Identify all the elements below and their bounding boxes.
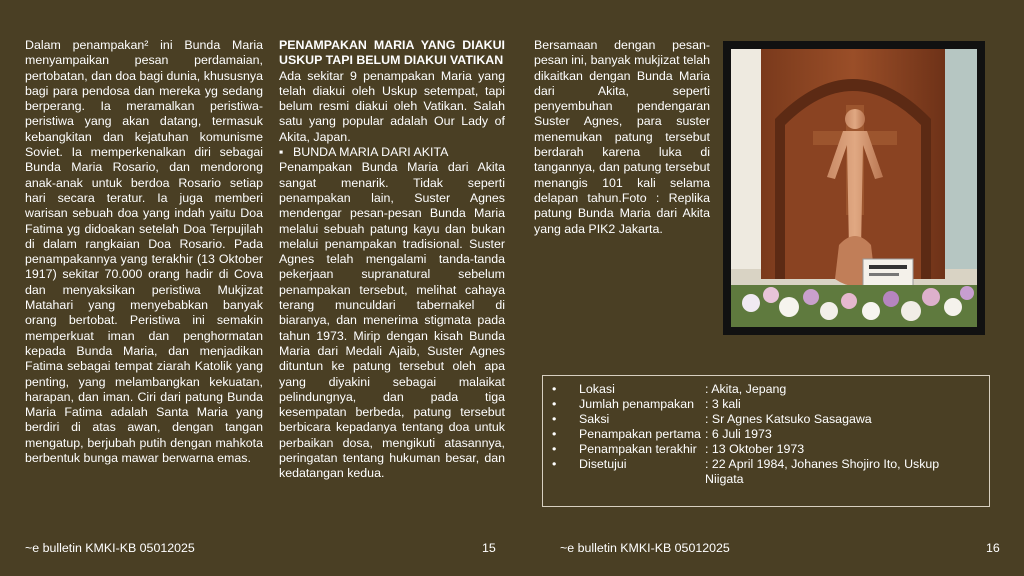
subheading-text: BUNDA MARIA DARI AKITA xyxy=(293,145,449,160)
info-value: : 3 kali xyxy=(705,397,741,411)
bullet-icon: • xyxy=(552,412,557,426)
info-key: Penampakan terakhir xyxy=(579,442,697,456)
section-heading: PENAMPAKAN MARIA YANG DIAKUI USKUP TAPI BELUM DIAKUI VATIKAN xyxy=(279,38,505,68)
column-2 xyxy=(279,38,505,482)
subheading xyxy=(279,145,505,160)
info-value: : Akita, Jepang xyxy=(705,382,787,396)
info-key: Jumlah penampakan xyxy=(579,397,695,411)
bullet-icon: • xyxy=(552,382,557,396)
column-3 xyxy=(534,38,710,237)
miracles-paragraph: Bersamaan dengan pesan-pesan ini, banyak mukjizat telah dikaitkan dengan Bunda Maria dari Akita, seperti penyembuhan pendengaran Suster Agnes, para suster menemukan patung tersebut berdarah karena luka di tangannya, dan patung tersebut menangis 101 kali selama delapan tahun.Foto : Replika patung Bunda Maria dari Akita yang ada PIK2 Jakarta. xyxy=(534,38,710,236)
statue-photo xyxy=(723,41,985,335)
bullet-icon: • xyxy=(552,457,557,471)
column-1 xyxy=(25,38,263,466)
footer-left-page-15: ~e bulletin KMKI-KB 05012025 xyxy=(25,541,195,555)
square-bullet-icon: ▪ xyxy=(279,145,284,160)
akita-paragraph: Penampakan Bunda Maria dari Akita sangat menarik. Tidak seperti penampakan lain, Suster Agnes mendengar pesan-pesan Bunda Maria melalui sebuah patung kayu dan bukan melalui penampakan tradisional. Suster Agnes telah mengalami tanda-tanda pekerjaan supranatural sebelum penampakan tersebut, melihat cahaya terang munculdari tabernakel di biaranya, dan menerima stigmata pada tahun 1973. Mirip dengan kisah Bunda Maria dari Medali Ajaib, Suster Agnes dituntun ke patung tersebut oleh apa yang diyakini sebagai malaikat pelindungnya, dan pada tiga kesempatan berbeda, patung tersebut berbicara kepadanya tentang doa untuk perbaikan dosa, mengikuti atasannya, peringatan tentang hukuman besar, dan kedatangan kedua. xyxy=(279,160,505,481)
footer-left-page-16: ~e bulletin KMKI-KB 05012025 xyxy=(560,541,730,555)
info-value: : 13 Oktober 1973 xyxy=(705,442,805,456)
info-key: Penampakan pertama xyxy=(579,427,701,441)
bullet-icon: • xyxy=(552,442,557,456)
info-value: : 6 Juli 1973 xyxy=(705,427,772,441)
info-key: Lokasi xyxy=(579,382,615,396)
intro-paragraph: Ada sekitar 9 penampakan Maria yang telah diakui oleh Uskup setempat, tapi belum resmi diakui oleh Vatikan. Salah satu yang popular adalah Our Lady of Akita, Japan. xyxy=(279,68,505,144)
info-key: Saksi xyxy=(579,412,610,426)
info-key: Disetujui xyxy=(579,457,627,471)
page-number-15: 15 xyxy=(482,541,496,555)
bullet-icon: • xyxy=(552,427,557,441)
page-number-16: 16 xyxy=(986,541,1000,555)
fatima-paragraph: Dalam penampakan² ini Bunda Maria menyampaikan pesan perdamaian, pertobatan, dan doa bagi dunia, khususnya bagi para pendosa dan mereka yg sedang berperang. Ia meramalkan peristiwa-peristiwa yang akan datang, termasuk kebangkitan dan kejatuhan komunisme Soviet. Ia memperkenalkan diri sebagai Bunda Maria Rosario, dan mendorong anak-anak untuk berdoa Rosario setiap hari secara teratur. Ia juga memberi warisan sebuah doa yang indah yaitu Doa Fatima yg didoakan setelah Doa Terpujilah di dalam rangkaian Doa Rosario. Pada penampakannya yang terakhir (13 Oktober 1917) sekitar 70.000 orang hadir di Cova dan menyaksikan peristiwa Mukjizat Matahari yang menyebabkan banyak orang bertobat. Peristiwa ini semakin memperkuat iman dan penghormatan kepada Bunda Maria, dan menjadikan Fatima sebagai tempat ziarah Katolik yang penting, yang melambangkan kekuatan, harapan, dan iman. Ciri dari patung Bunda Maria Fatima adalah Santa Maria yang berdiri di atas awan, dengan tangan mengatup, berjubah putih dengan mahkota berbentuk bunga mawar berwarna emas. xyxy=(25,38,263,466)
info-box xyxy=(542,375,990,507)
info-value: : 22 April 1984, Johanes Shojiro Ito, Uskup Niigata xyxy=(705,457,940,486)
akita-statue-image xyxy=(731,49,977,327)
info-value: : Sr Agnes Katsuko Sasagawa xyxy=(705,412,872,426)
bullet-icon: • xyxy=(552,397,557,411)
